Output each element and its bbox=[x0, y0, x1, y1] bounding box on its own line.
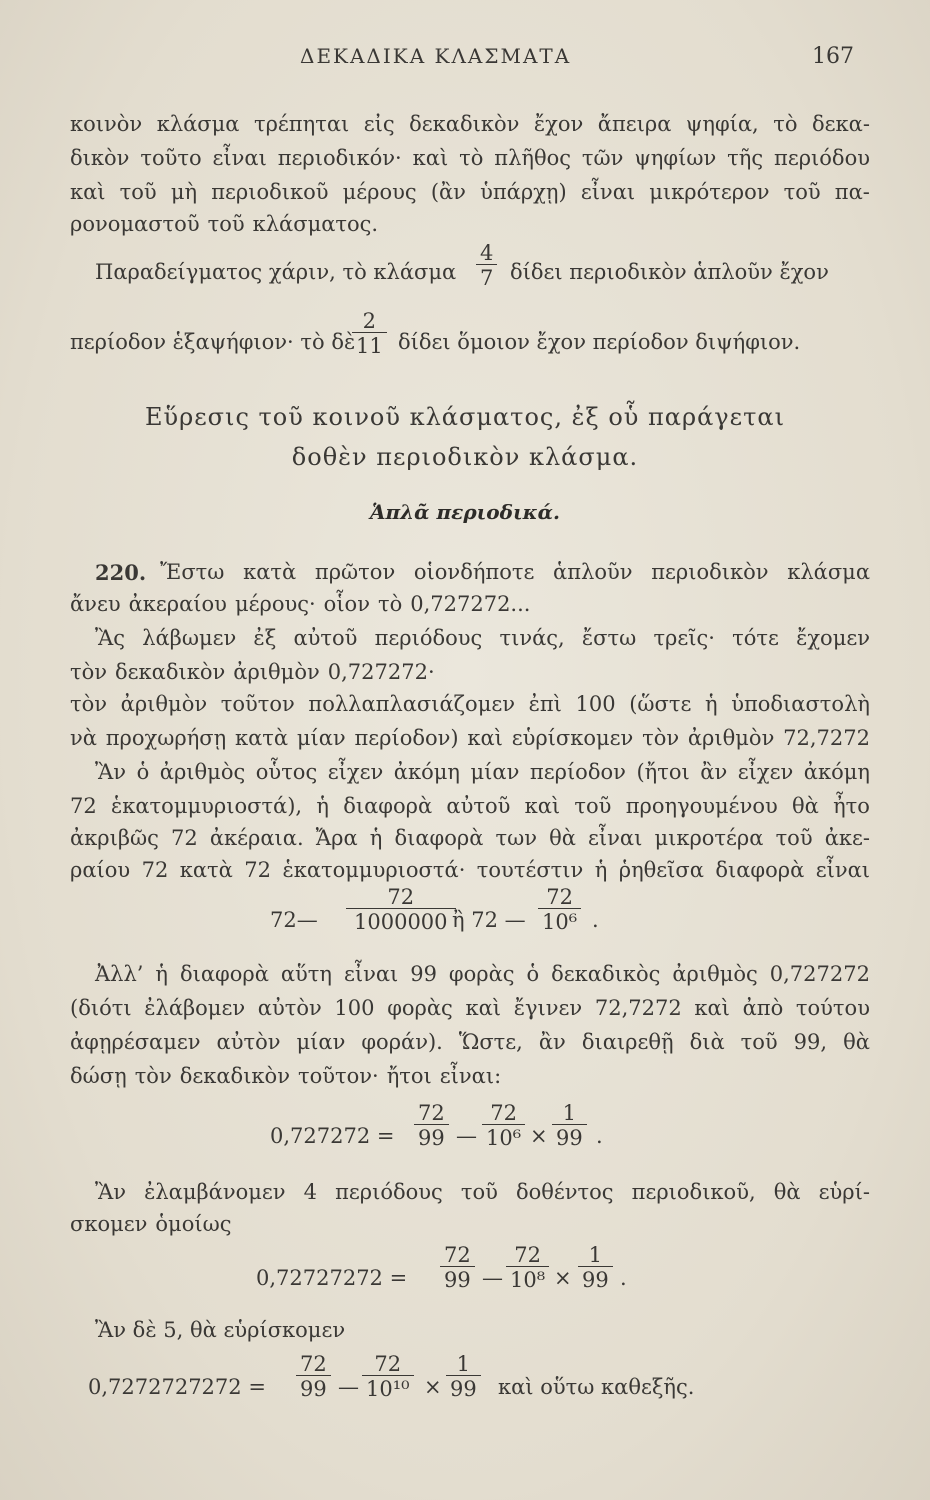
word: ἔχομεν bbox=[796, 626, 870, 650]
example-line2-continuation: δίδει ὅμοιον ἔχον περίοδον διψήφιον. bbox=[398, 330, 801, 354]
word: 100 bbox=[575, 692, 616, 716]
word: ἐλαμβάνομεν bbox=[144, 1180, 286, 1204]
text-line bbox=[70, 592, 870, 616]
word: τὸ bbox=[377, 592, 403, 616]
word: τούτου bbox=[795, 996, 870, 1020]
word: δεκαδικὸν bbox=[409, 112, 520, 136]
word: ἔχον bbox=[533, 112, 584, 136]
word: τοῦ bbox=[783, 180, 821, 204]
word: μίαν bbox=[470, 760, 520, 784]
word: τοῦ bbox=[119, 180, 157, 204]
word: ἀκεραίου bbox=[128, 592, 227, 616]
word: τὸν bbox=[70, 692, 108, 716]
word: 99 bbox=[410, 962, 437, 986]
fraction-numerator: 72 bbox=[374, 1352, 402, 1376]
word: αὐτοῦ bbox=[293, 626, 358, 650]
word: διὰ bbox=[689, 1030, 725, 1054]
word: φορὰς bbox=[448, 962, 515, 986]
formula1-end: . bbox=[592, 908, 599, 932]
paragraph-4: Ἂν δὲ 5, θὰ εὑρίσκομεν bbox=[95, 1318, 346, 1342]
word: ἀκόμη bbox=[393, 760, 460, 784]
formula2-minus: — bbox=[456, 1124, 477, 1148]
word: τινάς, bbox=[499, 626, 565, 650]
word: ἀριθμὸς bbox=[159, 760, 246, 784]
word: ὁ bbox=[526, 962, 540, 986]
fraction-numerator: 72 bbox=[418, 1101, 445, 1125]
word: περιόδου bbox=[774, 146, 870, 170]
text-line bbox=[70, 146, 870, 170]
example-line1-continuation: δίδει περιοδικὸν ἁπλοῦν ἔχον bbox=[510, 260, 829, 284]
word: καὶ bbox=[524, 794, 561, 818]
fraction-4-7 bbox=[476, 242, 497, 289]
fraction-denominator: 11 bbox=[352, 332, 387, 357]
fraction-numerator: 72 bbox=[444, 1243, 471, 1267]
word: εὑρί- bbox=[818, 1180, 870, 1204]
example-line1-text: Παραδείγματος χάριν, τὸ κλάσμα bbox=[95, 260, 457, 284]
text-line bbox=[70, 1064, 870, 1088]
formula2-fraction-2 bbox=[482, 1102, 525, 1149]
word: τὸ bbox=[773, 112, 798, 136]
fraction-denominator: 1000000 bbox=[346, 908, 456, 933]
word: θὰ bbox=[549, 826, 576, 850]
word: τῶν bbox=[581, 146, 624, 170]
word: ἐλάβομεν bbox=[144, 996, 246, 1020]
word: 72 bbox=[171, 826, 198, 850]
formula4-minus: — bbox=[338, 1375, 359, 1399]
word: ἂν bbox=[538, 1030, 566, 1054]
word: τὸν bbox=[70, 660, 108, 684]
word: μέρους· bbox=[234, 592, 316, 616]
word: δεκαδικὸν bbox=[115, 660, 226, 684]
word: περιοδικὸν bbox=[651, 560, 769, 584]
word: ὑπάρχῃ) bbox=[480, 180, 567, 204]
word: ἑκατομμυριοστά· bbox=[282, 858, 466, 882]
formula2-fraction-1 bbox=[414, 1102, 449, 1149]
word: φορὰς bbox=[387, 996, 453, 1020]
formula1-fraction-2 bbox=[538, 886, 581, 933]
word: καὶ bbox=[70, 180, 106, 204]
word: 72 bbox=[70, 794, 97, 818]
text-line bbox=[70, 212, 870, 236]
fraction-numerator: 1 bbox=[562, 1101, 577, 1125]
word: μέρους bbox=[342, 180, 417, 204]
word: μὴ bbox=[170, 180, 198, 204]
word: ἀφῃρέσαμεν bbox=[70, 1030, 201, 1054]
word: ραίου bbox=[70, 858, 131, 882]
page-number: 167 bbox=[812, 44, 854, 69]
formula3-end: . bbox=[620, 1266, 627, 1290]
text-line bbox=[70, 996, 870, 1020]
word: ὑποδιαστολὴ bbox=[731, 692, 870, 716]
word: σκομεν bbox=[70, 1212, 148, 1236]
word: καὶ bbox=[412, 146, 449, 170]
word: περιόδους bbox=[374, 626, 483, 650]
word: εἶναι bbox=[580, 180, 636, 204]
formula3-lhs: 0,72727272 = bbox=[256, 1266, 408, 1290]
formula2-lhs: 0,727272 = bbox=[270, 1124, 395, 1148]
word: ἔστω bbox=[581, 626, 637, 650]
word: οὗτος bbox=[255, 760, 318, 784]
fraction-numerator: 2 bbox=[362, 309, 377, 333]
section-number: 220. bbox=[95, 560, 147, 585]
word: 100 bbox=[334, 996, 375, 1020]
fraction-denominator: 7 bbox=[476, 264, 497, 289]
text-line bbox=[95, 626, 870, 650]
fraction-denominator: 99 bbox=[440, 1266, 475, 1291]
word: εἰς bbox=[363, 112, 395, 136]
word: 4 bbox=[303, 1180, 317, 1204]
fraction-numerator: 72 bbox=[490, 1101, 517, 1125]
formula2-end: . bbox=[596, 1124, 603, 1148]
fraction-numerator: 72 bbox=[387, 885, 415, 909]
word: τῆς bbox=[727, 146, 764, 170]
word: ἁπλοῦν bbox=[553, 560, 633, 584]
word: νὰ bbox=[70, 726, 97, 750]
word: Ἀλλ’ bbox=[95, 962, 144, 986]
word: αὐτοῦ bbox=[446, 794, 511, 818]
word: μικροτέρα bbox=[654, 826, 764, 850]
word: περιόδους bbox=[335, 1180, 443, 1204]
fraction-denominator: 99 bbox=[578, 1266, 613, 1291]
formula4-tail: καὶ οὕτω καθεξῆς. bbox=[498, 1375, 695, 1399]
text-line bbox=[70, 660, 870, 684]
word: 0,727272 bbox=[769, 962, 870, 986]
word: ἀκόμη bbox=[803, 760, 870, 784]
word: ἦτο bbox=[833, 794, 870, 818]
word: ἀριθμὸν bbox=[687, 726, 775, 750]
word: ἡ bbox=[705, 692, 718, 716]
word: εἶχεν bbox=[327, 760, 384, 784]
word: εἶναι: bbox=[439, 1064, 502, 1088]
word: 72,7272 bbox=[783, 726, 870, 750]
fraction-denominator: 10⁸ bbox=[506, 1266, 549, 1291]
word: Ὥστε, bbox=[458, 1030, 523, 1054]
text-line bbox=[70, 692, 870, 716]
word: πολλαπλασιάζομεν bbox=[308, 692, 515, 716]
word: πρῶτον bbox=[314, 560, 396, 584]
word: ῥηθεῖσα bbox=[618, 858, 704, 882]
word: τὸ bbox=[459, 146, 484, 170]
fraction-numerator: 72 bbox=[514, 1243, 541, 1267]
word: οἱονδήποτε bbox=[413, 560, 535, 584]
word: αὐτὸν bbox=[257, 996, 322, 1020]
word: ἡ bbox=[316, 794, 329, 818]
section-heading-line1: Εὕρεσις τοῦ κοινοῦ κλάσματος, ἐξ οὗ παράγεται bbox=[145, 403, 785, 431]
word: δώσῃ bbox=[70, 1064, 127, 1088]
word: κλάσμα bbox=[156, 112, 240, 136]
word: 0,727272... bbox=[410, 592, 531, 616]
word: λάβωμεν bbox=[142, 626, 237, 650]
fraction-numerator: 1 bbox=[588, 1243, 603, 1267]
word: διαφορὰ bbox=[179, 962, 269, 986]
subheading: Ἁπλᾶ περιοδικά. bbox=[369, 500, 560, 524]
word: κατὰ bbox=[179, 858, 233, 882]
fraction-denominator: 99 bbox=[446, 1375, 481, 1400]
fraction-2-11 bbox=[352, 310, 387, 357]
word: καὶ bbox=[694, 996, 730, 1020]
word: ἂν bbox=[700, 760, 728, 784]
word: ρονομαστοῦ bbox=[70, 212, 200, 236]
word: εἶναι bbox=[212, 146, 267, 170]
word: ψηφία, bbox=[685, 112, 759, 136]
formula4-times: × bbox=[424, 1375, 442, 1399]
word: Ἂν bbox=[95, 760, 127, 784]
fraction-numerator: 72 bbox=[546, 885, 573, 909]
formula4-fraction-2 bbox=[362, 1353, 414, 1400]
text-line bbox=[70, 180, 870, 204]
fraction-denominator: 10¹⁰ bbox=[362, 1375, 414, 1400]
word: Ἔστω bbox=[160, 560, 225, 584]
word: τοῦ bbox=[775, 826, 813, 850]
word: ἀκέραια. bbox=[209, 826, 304, 850]
word: τὸν bbox=[134, 1064, 172, 1088]
fraction-denominator: 99 bbox=[296, 1375, 331, 1400]
word: διαφορὰ bbox=[343, 794, 433, 818]
text-line bbox=[95, 760, 870, 784]
word: φοράν). bbox=[361, 1030, 443, 1054]
word: τρεῖς· bbox=[653, 626, 715, 650]
formula2-times: × bbox=[530, 1124, 548, 1148]
word: τοῦ bbox=[574, 794, 612, 818]
word: ψηφίων bbox=[634, 146, 717, 170]
formula3-fraction-1 bbox=[440, 1244, 475, 1291]
word: ἀκε- bbox=[824, 826, 870, 850]
word: ἀριθμὸν bbox=[233, 660, 320, 684]
formula1-fraction-1 bbox=[346, 886, 456, 933]
word: των bbox=[495, 826, 538, 850]
word: εἶχεν bbox=[737, 760, 794, 784]
word: διαιρεθῇ bbox=[581, 1030, 674, 1054]
word: 0,727272· bbox=[327, 660, 435, 684]
fraction-denominator: 10⁶ bbox=[538, 908, 581, 933]
word: θὰ bbox=[792, 794, 819, 818]
word: διαφορὰ bbox=[715, 858, 805, 882]
word: τοῦ bbox=[740, 1030, 778, 1054]
fraction-numerator: 72 bbox=[300, 1352, 327, 1376]
word: δικὸν bbox=[70, 146, 130, 170]
word: δεκαδικὸς bbox=[551, 962, 661, 986]
word: ἀπὸ bbox=[742, 996, 784, 1020]
word: διαφορὰ bbox=[394, 826, 484, 850]
fraction-numerator: 4 bbox=[480, 241, 494, 265]
word: 72,7272 bbox=[594, 996, 682, 1020]
word: Ἄρα bbox=[315, 826, 358, 850]
word: (ἂν bbox=[430, 180, 466, 204]
word: αὐτὸν bbox=[216, 1030, 281, 1054]
text-line bbox=[70, 1212, 870, 1236]
word: ἡ bbox=[369, 826, 383, 850]
word: πλῆθος bbox=[494, 146, 572, 170]
word: τοῦ bbox=[460, 1180, 498, 1204]
running-title: ΔΕΚΑΔΙΚΑ ΚΛΑΣΜΑΤΑ bbox=[300, 44, 572, 68]
text-line bbox=[70, 858, 870, 882]
formula4-fraction-3 bbox=[446, 1353, 481, 1400]
word: προηγουμένου bbox=[625, 794, 778, 818]
text-line bbox=[70, 826, 870, 850]
formula4-lhs: 0,7272727272 = bbox=[88, 1375, 266, 1399]
text-line bbox=[95, 962, 870, 986]
word: ἀριθμὸς bbox=[672, 962, 758, 986]
word: κατὰ bbox=[234, 726, 289, 750]
word: ἑκατομμυριοστά), bbox=[110, 794, 303, 818]
word: τοῦ bbox=[207, 212, 245, 236]
word: περίοδον) bbox=[354, 726, 459, 750]
word: περιοδικοῦ bbox=[211, 180, 329, 204]
word: κλάσμα bbox=[787, 560, 870, 584]
section-heading-line2: δοθὲν περιοδικὸν κλάσμα. bbox=[291, 443, 639, 471]
formula3-minus: — bbox=[482, 1266, 503, 1290]
word: ὁμοίως bbox=[155, 1212, 232, 1236]
fraction-denominator: 10⁶ bbox=[482, 1124, 525, 1149]
formula2-fraction-3 bbox=[552, 1102, 587, 1149]
formula3-fraction-2 bbox=[506, 1244, 549, 1291]
word: δεκα- bbox=[812, 112, 870, 136]
word: εὑρίσκομεν bbox=[511, 726, 634, 750]
word: περιοδικοῦ, bbox=[631, 1180, 756, 1204]
word: ἀριθμὸν bbox=[120, 692, 208, 716]
section-220-first-line-text bbox=[160, 560, 870, 585]
word: ἔγινεν bbox=[513, 996, 583, 1020]
word: Ἂς bbox=[95, 626, 126, 650]
formula4-fraction-1 bbox=[296, 1353, 331, 1400]
formula3-fraction-3 bbox=[578, 1244, 613, 1291]
word: (ὥστε bbox=[629, 692, 692, 716]
word: ἄνευ bbox=[70, 592, 121, 616]
word: ἀκριβῶς bbox=[70, 826, 159, 850]
formula1-middle: ἢ 72 — bbox=[452, 908, 526, 932]
word: εἶναι bbox=[588, 826, 643, 850]
text-line bbox=[70, 794, 870, 818]
word: τοῦτον· bbox=[297, 1064, 379, 1088]
word: τοῦτον bbox=[220, 692, 295, 716]
word: 72 bbox=[141, 858, 169, 882]
word: ἡ bbox=[594, 858, 608, 882]
word: ἐπὶ bbox=[528, 692, 562, 716]
word: ἐξ bbox=[253, 626, 277, 650]
word: κατὰ bbox=[243, 560, 297, 584]
word: προχωρήσῃ bbox=[105, 726, 227, 750]
word: κλάσματος. bbox=[252, 212, 379, 236]
word: μικρότερον bbox=[649, 180, 770, 204]
word: μίαν bbox=[296, 726, 346, 750]
word: θὰ bbox=[773, 1180, 801, 1204]
word: ἄπειρα bbox=[597, 112, 672, 136]
word: θὰ bbox=[843, 1030, 870, 1054]
word: περίοδον bbox=[529, 760, 626, 784]
word: πα- bbox=[834, 180, 870, 204]
word: 72 bbox=[244, 858, 272, 882]
word: περιοδικόν· bbox=[277, 146, 402, 170]
word: ἡ bbox=[155, 962, 169, 986]
word: (ἤτοι bbox=[636, 760, 690, 784]
formula1-term-a: 72— bbox=[270, 908, 318, 932]
word: τότε bbox=[732, 626, 779, 650]
text-line bbox=[70, 726, 870, 750]
word: τὸν bbox=[642, 726, 680, 750]
word: εἶναι bbox=[815, 858, 870, 882]
word: εἶναι bbox=[343, 962, 399, 986]
word: δοθέντος bbox=[515, 1180, 614, 1204]
fraction-denominator: 99 bbox=[552, 1124, 587, 1149]
text-line bbox=[70, 112, 870, 136]
section-220-first-line bbox=[95, 560, 870, 585]
word: ἤτοι bbox=[386, 1064, 432, 1088]
example-line2-text: περίοδον ἑξαψήφιον· τὸ δὲ bbox=[70, 330, 356, 354]
word: οἷον bbox=[323, 592, 370, 616]
formula3-times: × bbox=[554, 1266, 572, 1290]
word: δεκαδικὸν bbox=[179, 1064, 290, 1088]
word: τοῦτο bbox=[140, 146, 202, 170]
text-line bbox=[70, 1030, 870, 1054]
word: τουτέστιν bbox=[476, 858, 584, 882]
fraction-denominator: 99 bbox=[414, 1124, 449, 1149]
word: 99, bbox=[793, 1030, 828, 1054]
word: αὕτη bbox=[280, 962, 333, 986]
word: (διότι bbox=[70, 996, 132, 1020]
word: τρέπηται bbox=[253, 112, 350, 136]
fraction-numerator: 1 bbox=[456, 1352, 471, 1376]
word: μίαν bbox=[296, 1030, 346, 1054]
word: Ἂν bbox=[95, 1180, 127, 1204]
word: κοινὸν bbox=[70, 112, 143, 136]
word: ὁ bbox=[136, 760, 150, 784]
text-line bbox=[95, 1180, 870, 1204]
word: καὶ bbox=[467, 726, 503, 750]
word: καὶ bbox=[465, 996, 502, 1020]
